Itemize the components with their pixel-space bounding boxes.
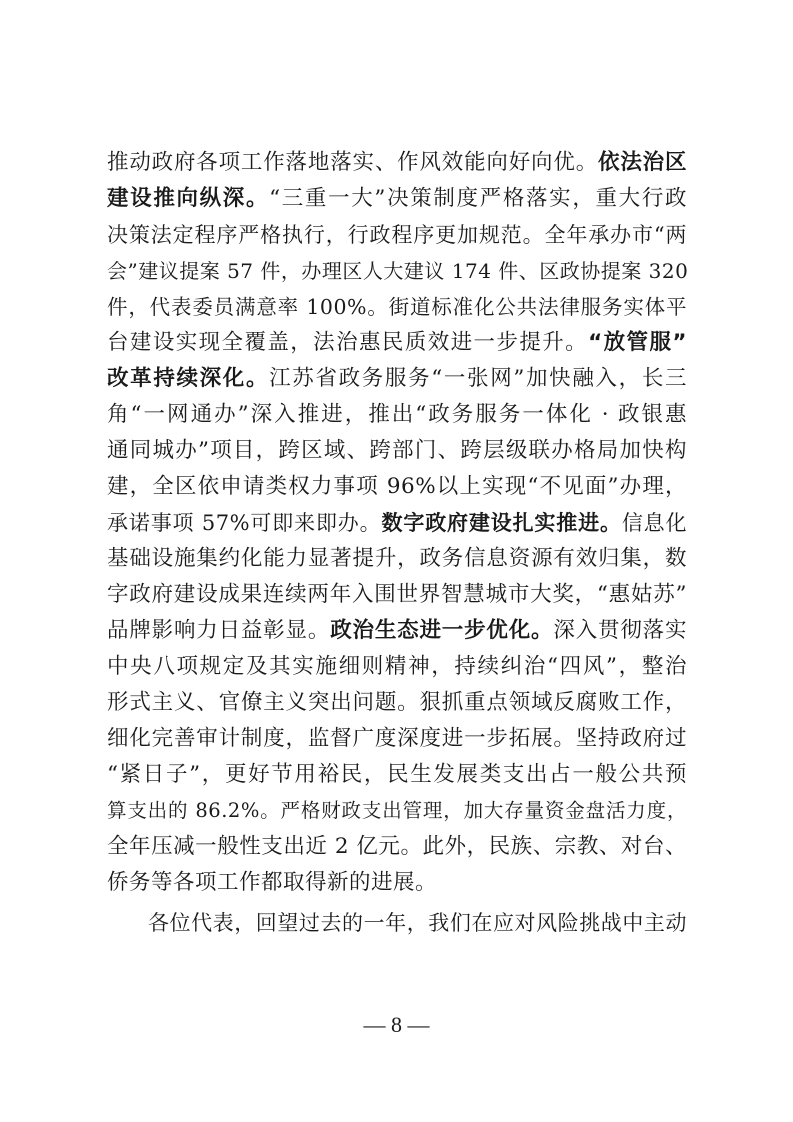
text-segment: 中央八项规定及其实施细则精神，持续纠治“四风”，整治 [107,654,687,679]
text-segment: 细化完善审计制度，监督广度深度进一步拓展。坚持政府过 [107,726,687,751]
text-line [107,760,687,790]
text-segment: 建，全区依申请类权力事项 96%以上实现“不见面”办理， [107,474,687,499]
text-segment: 各位代表，回望过去的一年，我们在应对风险挑战中主动 [148,911,687,935]
page-number: — 8 — [363,1012,430,1037]
text-segment: 字政府建设成果连续两年入围世界智慧城市大奖，“惠姑苏” [107,582,687,607]
text-segment: 形式主义、官僚主义突出问题。狠抓重点领域反腐败工作， [107,690,687,715]
text-line [107,364,687,394]
paragraph-start [148,908,687,938]
text-line [107,328,687,358]
text-segment: 承诺事项 57%可即来即办。 [107,511,382,535]
text-segment: 信息化 [621,511,688,535]
text-line [107,436,687,466]
text-segment: 台建设实现全覆盖，法治惠民质效进一步提升。 [107,330,589,355]
text-line [107,652,687,682]
text-segment: 件，代表委员满意率 100%。街道标准化公共法律服务实体平 [107,295,687,319]
text-line [107,544,687,574]
text-line [107,292,687,322]
bold-heading: “放管服” [588,330,687,355]
text-line [107,256,687,286]
text-segment: 深入贯彻落实 [553,618,687,643]
bold-heading: 改革持续深化。 [107,366,270,391]
bold-heading: 数字政府建设扎实推进。 [381,511,622,535]
text-line [107,400,687,430]
text-segment: “紧日子”，更好节用裕民，民生发展类支出占一般公共预 [107,762,687,787]
text-line [107,508,687,538]
text-segment: “三重一大”决策制度严格落实，重大行政 [269,186,687,211]
text-segment: 基础设施集约化能力显著提升，政务信息资源有效归集，数 [107,546,687,571]
bold-heading: 依法治区 [598,150,687,175]
text-line [107,724,687,754]
text-line [107,616,687,646]
text-line [107,688,687,718]
text-line [107,472,687,502]
text-line [107,184,687,214]
bold-heading: 建设推向纵深。 [107,186,270,211]
text-line [107,220,687,250]
text-line [107,868,687,898]
text-segment: 品牌影响力日益彰显。 [107,618,331,643]
text-segment: 决策法定程序严格执行，行政程序更加规范。全年承办市“两 [107,223,687,247]
text-line [107,832,687,862]
text-segment: 算支出的 86.2%。严格财政支出管理，加大存量资金盘活力度， [107,799,687,822]
text-segment: 会”建议提案 57 件，办理区人大建议 174 件、区政协提案 320 [107,259,689,283]
text-line [107,796,687,826]
text-line [107,148,687,178]
text-segment: 全年压减一般性支出近 2 亿元。此外，民族、宗教、对台、 [107,834,687,859]
text-line [107,580,687,610]
text-segment: 通同城办”项目，跨区域、跨部门、跨层级联办格局加快构 [107,438,687,463]
bold-heading: 政治生态进一步优化。 [330,618,554,643]
text-segment: 侨务等各项工作都取得新的进展。 [107,870,438,895]
text-segment: 推动政府各项工作落地落实、作风效能向好向优。 [107,150,599,175]
text-segment: 江苏省政务服务“一张网”加快融入，长三 [269,366,687,391]
text-segment: 角“一网通办”深入推进，推出“政务服务一体化 · 政银惠 [107,402,687,427]
